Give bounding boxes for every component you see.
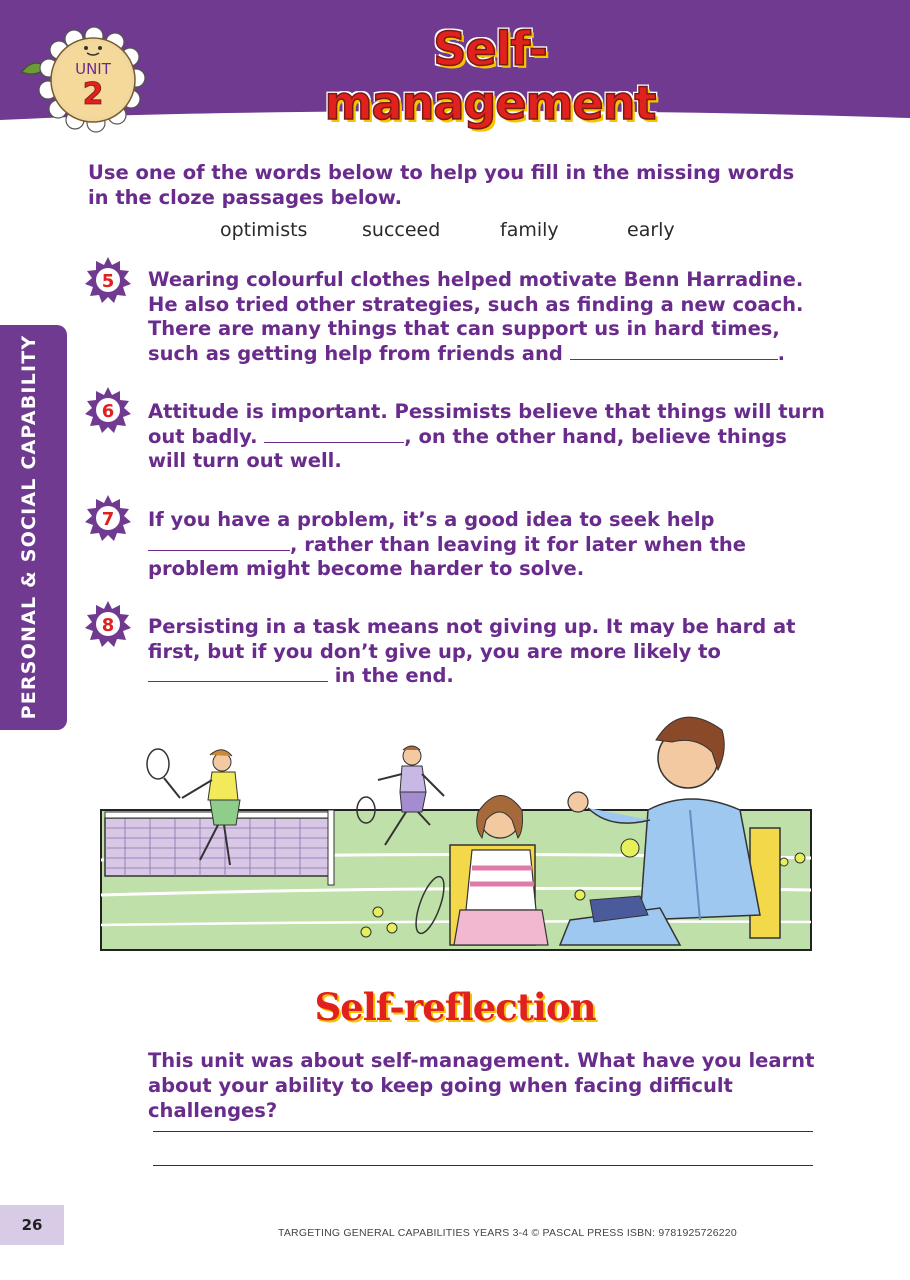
question-text: in the end. [328,664,454,687]
unit-number: 2 [82,77,104,112]
word-bank-item: optimists [220,219,308,241]
question-text: Wearing colourful clothes helped motivate Benn Harradine. He also tried other strategies, such as finding a new coach. There are many things that can support us in hard times, such as getting help from friends and [148,268,804,365]
question-text: If you have a problem, it’s a good idea to seek help [148,508,715,531]
page-number: 26 [0,1205,64,1245]
question-text: . [777,341,786,365]
reflection-prompt: This unit was about self-management. What have you learnt about your ability to keep going when facing difficult challenges? [148,1049,815,1122]
question-8-text [148,615,828,689]
question-6-text [148,400,828,474]
word-bank [210,219,730,247]
question-number: 6 [101,401,115,422]
question-number-icon [83,600,133,650]
question-number-icon [83,386,133,436]
question-number-icon [83,494,133,544]
question-5-text [148,268,828,366]
question-number: 8 [101,615,115,636]
answer-blank[interactable] [148,664,328,682]
question-text: , rather than leaving it for later when the problem might become harder to solve. [148,532,747,580]
question-number-icon [83,256,133,306]
answer-blank[interactable] [148,533,290,551]
question-number: 7 [101,509,115,530]
tennis-scene-illustration [100,700,812,955]
word-bank-item: succeed [362,219,441,241]
question-7-text [148,508,828,582]
side-tab-label: PERSONAL & SOCIAL CAPABILITY [18,334,40,720]
instructions: Use one of the words below to help you fill in the missing words in the cloze passages below. [88,161,795,209]
question-text: Attitude is important. Pessimists believe that things will turn out badly. [148,400,825,448]
unit-badge-icon [18,22,153,137]
reflection-title: Self-reflection [314,985,596,1029]
word-bank-item: early [627,219,675,241]
page-title: Self-management [324,22,656,130]
answer-blank[interactable] [264,425,404,443]
question-text: Persisting in a task means not giving up. It may be hard at first, but if you don’t give up, you are more likely to [148,615,796,663]
answer-line[interactable] [153,1165,813,1166]
answer-line[interactable] [153,1131,813,1132]
word-bank-item: family [500,219,559,241]
answer-blank[interactable] [570,342,778,360]
question-text: , on the other hand, believe things will turn out well. [148,424,787,472]
footer-copyright: TARGETING GENERAL CAPABILITIES YEARS 3-4 © PASCAL PRESS ISBN: 9781925726220 [278,1227,737,1239]
unit-label: UNIT [75,60,111,78]
question-number: 5 [101,271,115,292]
